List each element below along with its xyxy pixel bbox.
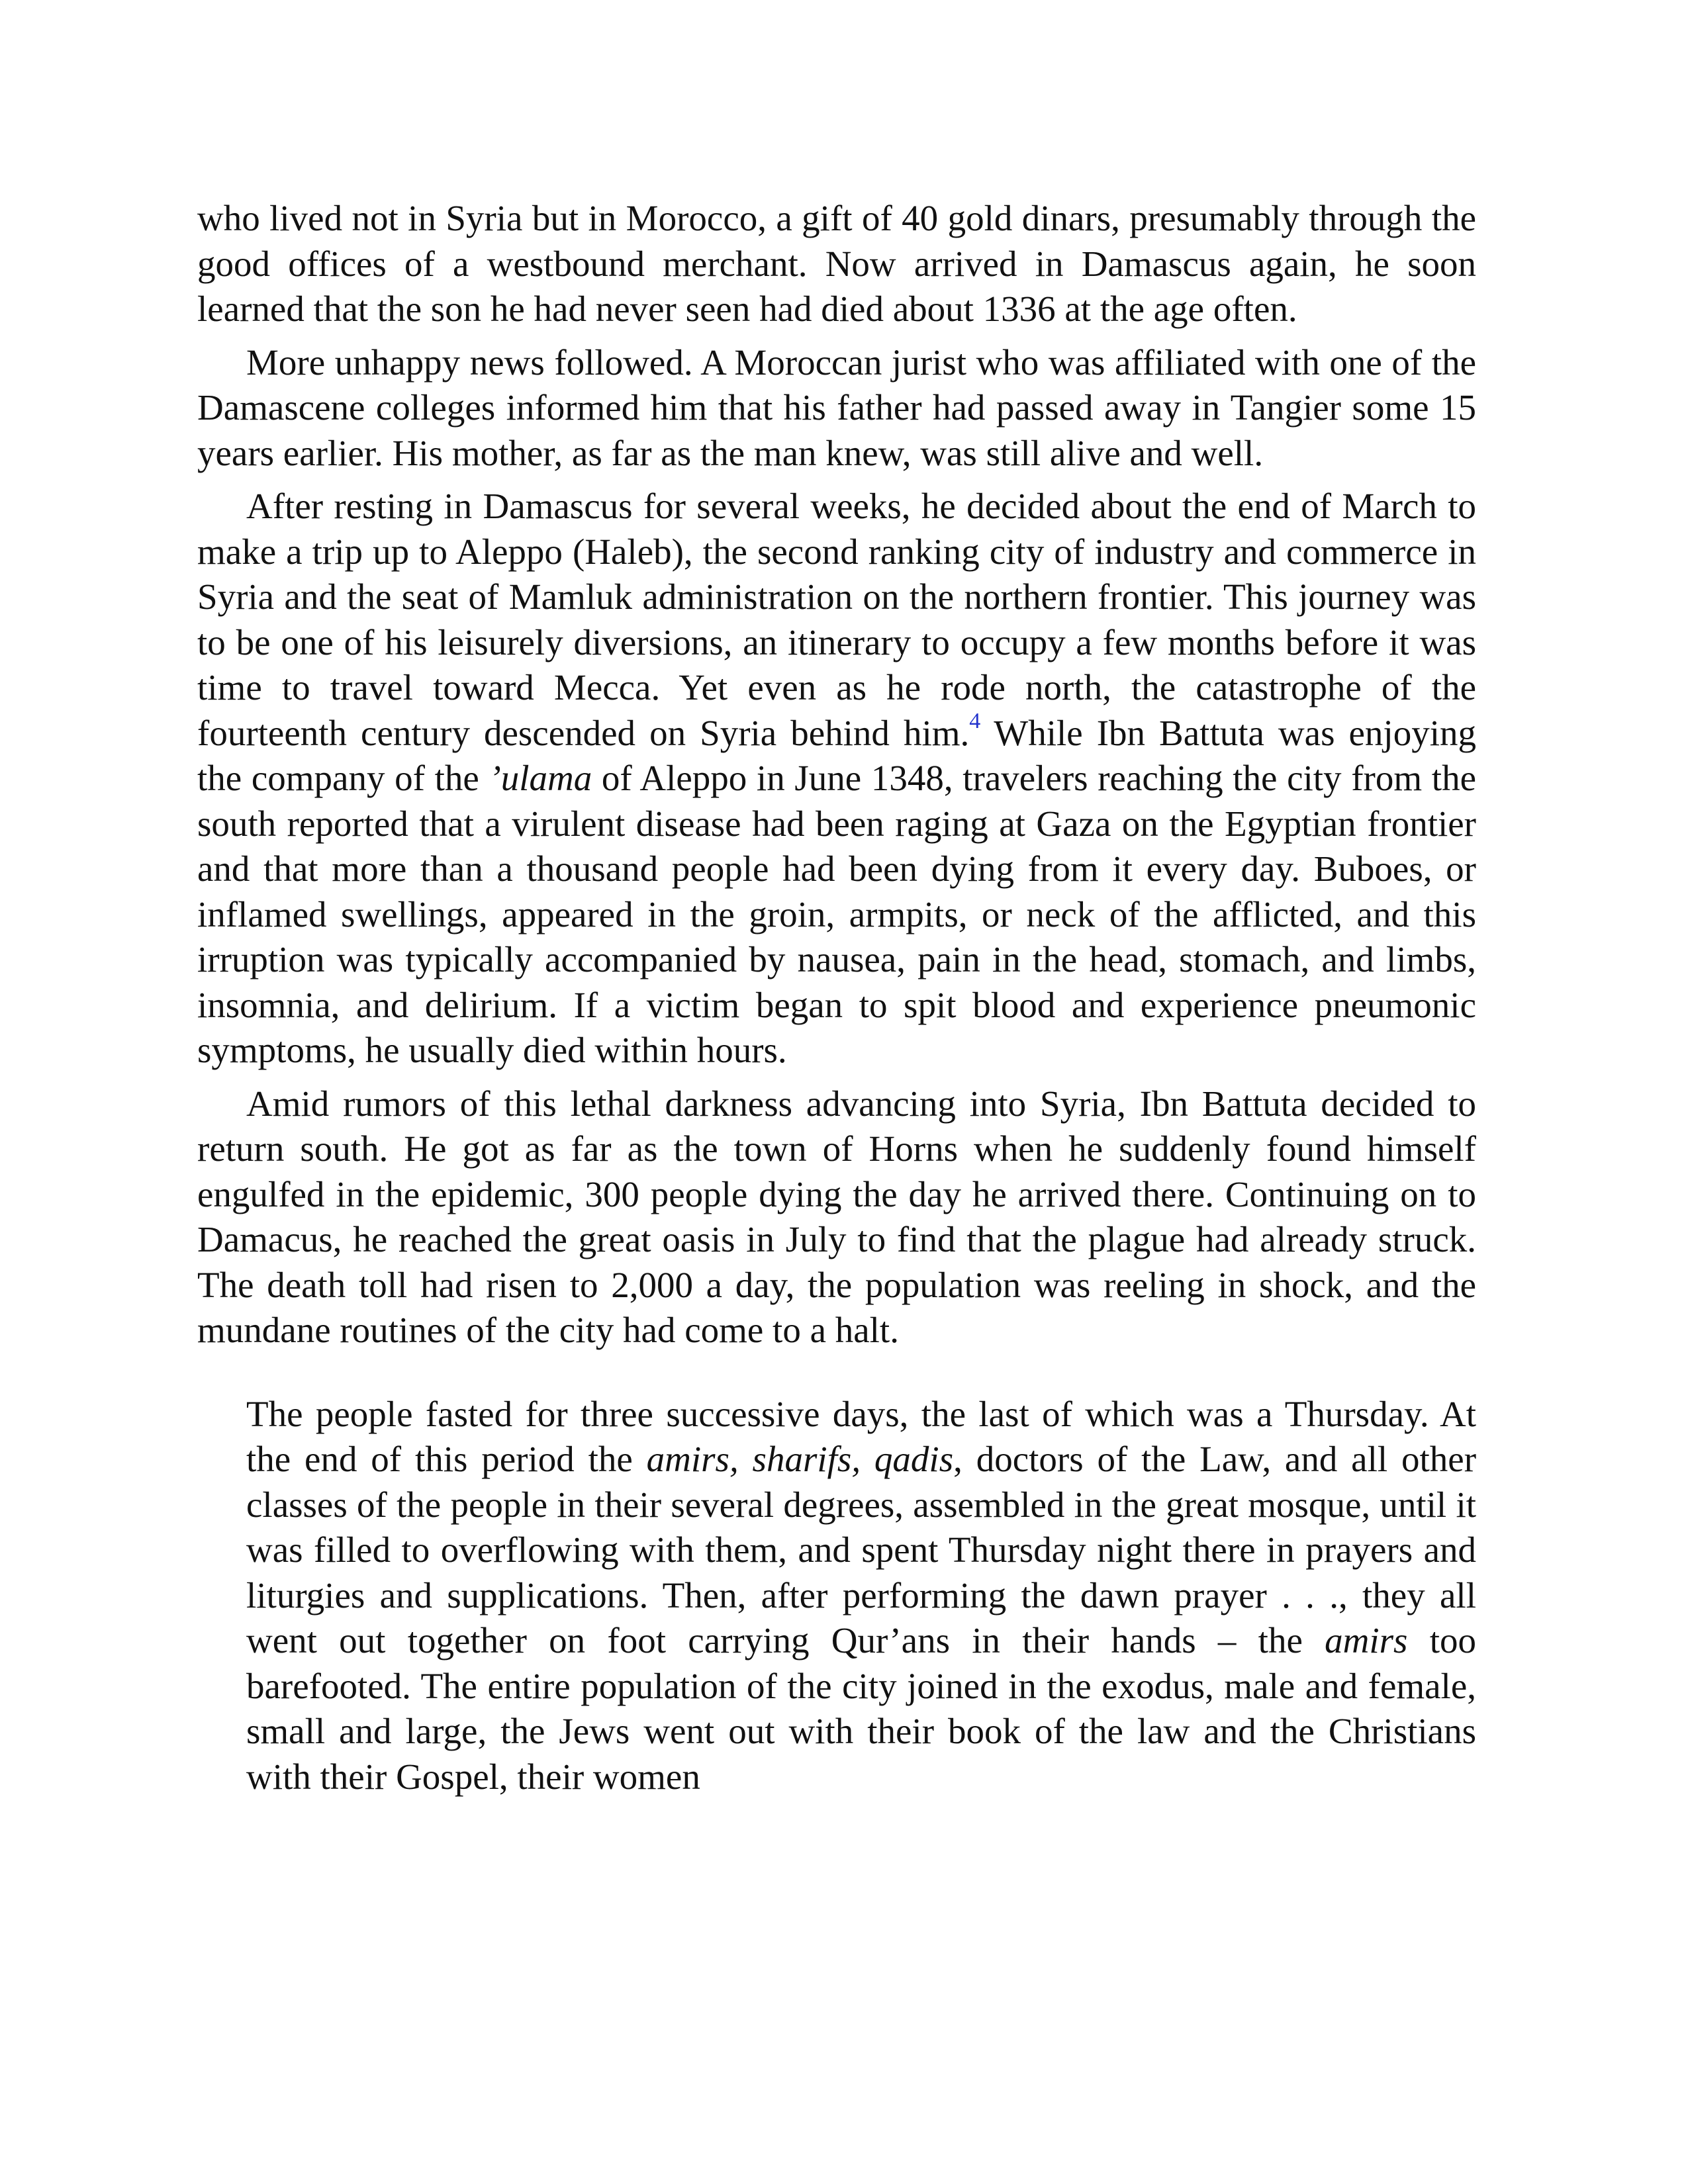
- paragraph-unhappy-news: More unhappy news followed. A Moroccan jurist who was affiliated with one of the Damascene colleges informed him that his father had passed away in Tangier some 15 years earlier. His mother, as far as the man knew, was still alive and well.: [197, 341, 1476, 473]
- italic-term: amirs: [1325, 1620, 1408, 1661]
- body-text: [197, 196, 1476, 1799]
- paragraph-text-segment: After resting in Damascus for several weeks, he decided about the end of March to make a trip up to Aleppo (Haleb), the second ranking city of industry and commerce in Syria and the seat of Mamluk administration on the northern frontier. This journey was to be one of his leisurely diversions, an itinerary to occupy a few months before it was time to travel toward Mecca. Yet even as he rode north, the catastrophe of the fourteenth century descended on Syria behind him.: [197, 486, 1476, 753]
- italic-term: ’ulama: [489, 758, 592, 798]
- paragraph-text-segment: of Aleppo in June 1348, travelers reaching the city from the south reported that a virulent disease had been raging at Gaza on the Egyptian frontier and that more than a thousand people had been dying from it every day. Buboes, or inflamed swellings, appeared in the groin, armpits, or neck of the afflicted, and this irruption was typically accompanied by nausea, pain in the head, stomach, and limbs, insomnia, and delirium. If a victim began to spit blood and experience pneumonic symptoms, he usually died within hours.: [197, 758, 1476, 1070]
- quote-text-segment: , doctors of the Law, and all other classes of the people in their several degrees, assembled in the great mosque, until it was filled to overflowing with them, and spent Thursday night there in prayers and liturgies and supplications. Then, after performing the dawn prayer . . ., they all went out together on foot carrying Qur’ans in their hands – the: [246, 1439, 1477, 1661]
- paragraph-text-segment: While Ibn Battuta was enjoying the company of the: [197, 712, 1476, 798]
- footnote-reference-link[interactable]: 4: [969, 708, 981, 733]
- paragraph-continued: who lived not in Syria but in Morocco, a gift of 40 gold dinars, presumably through the good offices of a westbound merchant. Now arrived in Damascus again, he soon learned that the son he had never seen had died about 1336 at the age often.: [197, 198, 1476, 329]
- italic-term: amirs, sharifs, qadis: [646, 1439, 954, 1479]
- paragraph-aleppo-journey: [197, 484, 1476, 1073]
- block-quote: [246, 1392, 1476, 1800]
- paragraph-plague-damascus: Amid rumors of this lethal darkness advancing into Syria, Ibn Battuta decided to return south. He got as far as the town of Horns when he suddenly found himself engulfed in the epidemic, 300 people dying the day he arrived there. Continuing on to Damacus, he reached the great oasis in July to find that the plague had already struck. The death toll had risen to 2,000 a day, the population was reeling in shock, and the mundane routines of the city had come to a halt.: [197, 1083, 1476, 1350]
- quote-text-segment: The people fasted for three successive days, the last of which was a Thursday. At the end of this period the: [246, 1393, 1476, 1479]
- quote-text-segment: too barefooted. The entire population of the city joined in the exodus, male and female, small and large, the Jews went out with their book of the law and the Christians with their Gospel, their women: [246, 1620, 1476, 1797]
